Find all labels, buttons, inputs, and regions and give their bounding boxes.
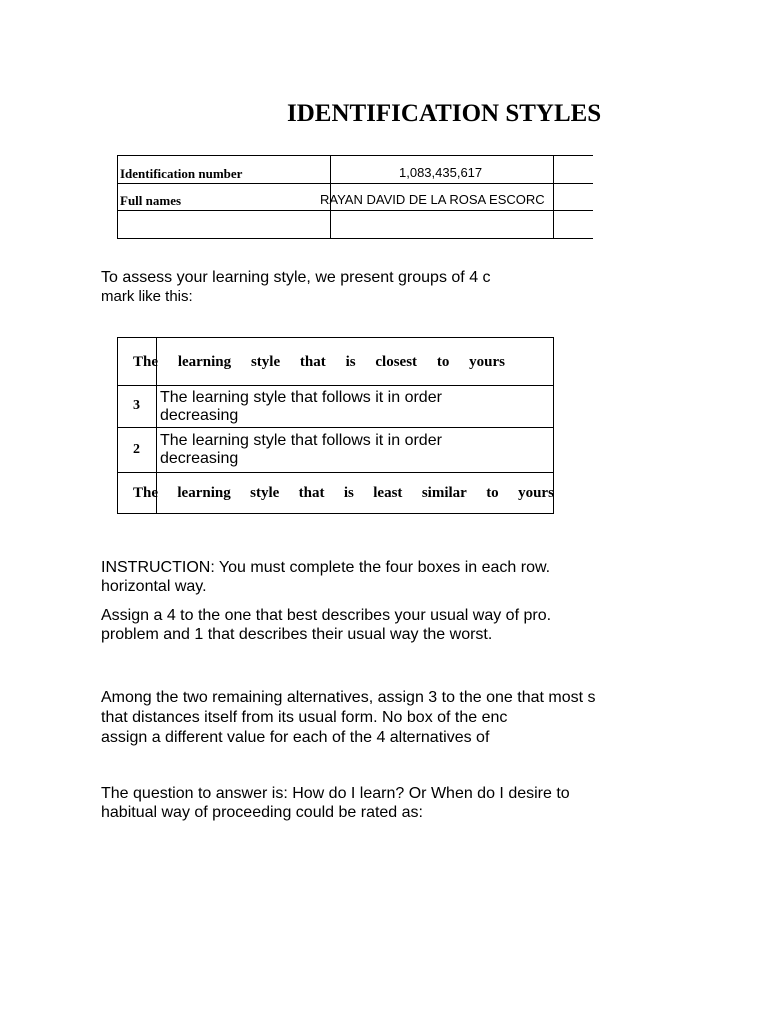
closest-word: The	[133, 354, 159, 370]
rank-2-desc-line-2: decreasing	[160, 450, 239, 467]
question-line-1: The question to answer is: How do I learn? Or When do I desire to	[101, 785, 570, 802]
instruction-line-4: problem and 1 that describes their usual way the worst.	[101, 626, 493, 643]
remaining-line-2: that distances itself from its usual form. No box of the enc	[101, 709, 508, 726]
instruction-line-2: horizontal way.	[101, 578, 207, 595]
intro-line-2: mark like this:	[101, 288, 193, 305]
rank-3-number: 3	[133, 398, 140, 413]
closest-word: style	[250, 354, 281, 370]
rank-2-desc-line-1: The learning style that follows it in order	[160, 432, 442, 449]
closest-row	[133, 354, 505, 371]
id-number-value: 1,083,435,617	[399, 165, 483, 180]
rank-2-number: 2	[133, 442, 140, 457]
instruction-line-3: Assign a 4 to the one that best describes your usual way of pro.	[101, 607, 552, 624]
least-word: is	[343, 485, 354, 501]
closest-word: to	[436, 354, 450, 370]
remaining-line-1: Among the two remaining alternatives, assign 3 to the one that most s	[101, 689, 596, 706]
rank-3-desc-line-2: decreasing	[160, 407, 239, 424]
instruction-line-1: INSTRUCTION: You must complete the four boxes in each row.	[101, 559, 551, 576]
least-word: yours	[518, 485, 554, 501]
page-title: IDENTIFICATION STYLES	[287, 100, 602, 127]
least-word: least	[373, 485, 403, 501]
question-line-2: habitual way of proceeding could be rated as:	[101, 804, 423, 821]
closest-word: yours	[469, 354, 505, 370]
least-word: to	[486, 485, 499, 501]
rank-3-desc-line-1: The learning style that follows it in order	[160, 389, 442, 406]
least-word: that	[298, 485, 325, 501]
full-names-label: Full names	[120, 193, 182, 208]
closest-word: is	[345, 354, 356, 370]
least-word: The	[133, 485, 159, 501]
remaining-line-3: assign a different value for each of the 4 alternatives of	[101, 729, 490, 746]
closest-word: that	[299, 354, 326, 370]
full-names-value: RAYAN DAVID DE LA ROSA ESCORC	[320, 192, 545, 207]
closest-word: learning	[177, 354, 232, 370]
id-number-label: Identification number	[120, 166, 243, 181]
least-word: learning	[177, 485, 231, 501]
intro-line-1: To assess your learning style, we present groups of 4 c	[101, 269, 491, 286]
closest-word: closest	[375, 354, 418, 370]
least-row	[133, 485, 554, 502]
least-word: style	[250, 485, 280, 501]
least-word: similar	[421, 485, 467, 501]
